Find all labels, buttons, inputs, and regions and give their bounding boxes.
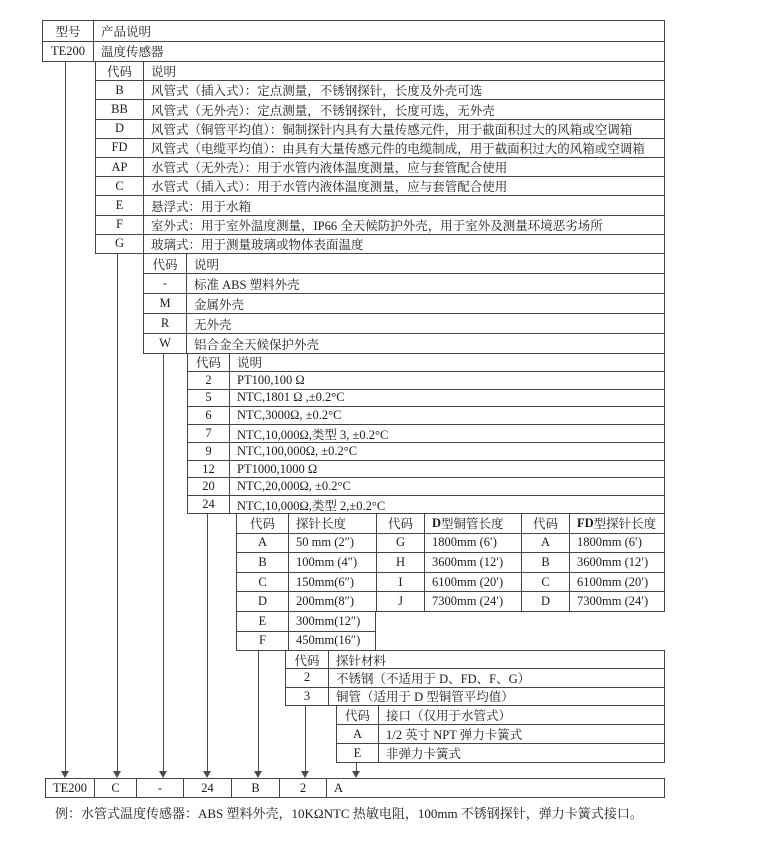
connector-line-length xyxy=(258,651,259,771)
value-cell: 100mm (4″) xyxy=(288,553,376,572)
connector-line-type xyxy=(117,254,118,771)
model-header-cell: 型号 xyxy=(55,24,81,39)
code-cell: B xyxy=(258,554,267,569)
value-cell: 6100mm (20′) xyxy=(424,573,521,592)
code-cell: C xyxy=(258,574,267,589)
desc-header-cell: 说明 xyxy=(143,62,664,80)
table-row xyxy=(188,477,664,495)
table-row xyxy=(96,80,664,99)
code-cell: A xyxy=(257,535,268,550)
desc-cell: 风管式（电缆平均值）：由具有大量传感元件的电缆制成，用于截面积过大的风箱或空调箱 xyxy=(143,139,664,157)
desc-cell: PT100,100 Ω xyxy=(229,372,664,389)
arrow-down-icon xyxy=(352,771,360,778)
example-model-cell: TE200 xyxy=(52,780,88,795)
table-row xyxy=(188,460,664,478)
desc-cell: 悬浮式：用于水箱 xyxy=(143,196,664,214)
code-cell: 2 xyxy=(205,372,212,387)
table-header-row xyxy=(188,354,664,371)
desc-cell: 风管式（铜管平均值）：铜制探针内具有大量传感元件，用于截面积过大的风箱或空调箱 xyxy=(143,120,664,138)
code-cell: D xyxy=(521,592,569,611)
desc-cell: 无外壳 xyxy=(186,314,664,333)
desc-cell: 不锈钢（不适用于 D、FD、F、G） xyxy=(328,669,664,686)
desc-header-cell: 说明 xyxy=(186,254,664,273)
table-row xyxy=(237,572,664,592)
table-row xyxy=(144,273,664,293)
fitting-table xyxy=(336,705,665,763)
desc-cell: NTC,1801 Ω ,±0.2°C xyxy=(229,390,664,407)
desc-cell: 标准 ABS 塑料外壳 xyxy=(186,274,664,293)
table-row xyxy=(96,119,664,138)
desc-cell: 1/2 英寸 NPT 弹力卡簧式 xyxy=(378,725,664,743)
code-cell: B xyxy=(115,82,124,97)
connector-line-housing xyxy=(163,353,164,771)
code-cell: 2 xyxy=(303,670,311,685)
value-cell: 50 mm (2″) xyxy=(288,534,376,553)
desc-cell: NTC,10,000Ω,类型 3, ±0.2°C xyxy=(229,425,664,442)
value-cell: 1800mm (6′) xyxy=(569,534,664,553)
desc-cell: NTC,10,000Ω,类型 2,±0.2°C xyxy=(229,496,664,513)
code-cell: 7 xyxy=(205,426,212,441)
value-cell: 7300mm (24′) xyxy=(569,592,664,611)
table-row xyxy=(286,668,664,686)
table-row xyxy=(96,234,664,253)
code-cell: BB xyxy=(111,102,128,116)
arrow-down-icon xyxy=(159,771,167,778)
code-cell: C xyxy=(115,178,124,193)
connector-line-sensor xyxy=(207,514,208,771)
desc-header-cell: 接口（仅用于水管式） xyxy=(378,706,664,724)
code-cell: - xyxy=(162,276,168,290)
value-cell: 1800mm (6′) xyxy=(424,534,521,553)
code-cell: G xyxy=(376,534,424,553)
example-material-cell: 2 xyxy=(279,779,326,797)
desc-cell: 室外式：用于室外温度测量，IP66 全天候防护外壳，用于室外及测量环境恶劣场所 xyxy=(143,216,664,234)
table-header-row xyxy=(144,254,664,273)
code-cell: D xyxy=(257,594,268,609)
probe-length-header-cell: 探针长度 xyxy=(288,514,376,533)
connector-line-fitting xyxy=(356,763,357,771)
example-sensor-cell: 24 xyxy=(183,779,231,797)
code-cell: 24 xyxy=(202,497,215,512)
example-housing-cell: - xyxy=(136,779,183,797)
table-row xyxy=(188,389,664,407)
table-row xyxy=(188,424,664,442)
example-fitting-cell: A xyxy=(326,779,664,797)
example-note: 例：水管式温度传感器：ABS 塑料外壳，10KΩNTC 热敏电阻，100mm 不锈钢探针，弹力卡簧式接口。 xyxy=(55,806,643,821)
code-cell: 3 xyxy=(303,688,311,703)
code-cell: H xyxy=(376,553,424,572)
code-cell: J xyxy=(376,592,424,611)
connector-line-material xyxy=(305,706,306,771)
table-header-row xyxy=(237,514,664,533)
example-type-cell: C xyxy=(94,779,136,797)
code-cell: F xyxy=(259,633,266,648)
table-row xyxy=(43,41,664,62)
product-desc-header-cell: 产品说明 xyxy=(93,21,664,41)
code-header-cell: 代码 xyxy=(106,65,132,80)
desc-cell: 铝合金全天候保护外壳 xyxy=(186,334,664,353)
table-row xyxy=(96,176,664,195)
arrow-down-icon xyxy=(113,771,121,778)
table-header-row xyxy=(96,62,664,80)
code-cell: AP xyxy=(111,159,128,174)
desc-cell: 金属外壳 xyxy=(186,294,664,313)
value-cell: 450mm(16″) xyxy=(288,632,375,651)
table-row xyxy=(337,724,664,743)
table-row xyxy=(144,293,664,313)
length-table-extra xyxy=(236,611,376,651)
example-code-row xyxy=(45,778,665,798)
model-table xyxy=(42,20,665,62)
code-cell: M xyxy=(159,296,171,310)
value-cell: 200mm(8″) xyxy=(288,592,376,611)
length-table xyxy=(236,513,665,612)
code-cell: I xyxy=(376,573,424,592)
arrow-down-icon xyxy=(61,771,69,778)
code-cell: A xyxy=(352,726,363,741)
model-desc-cell: 温度传感器 xyxy=(93,42,664,62)
desc-cell: PT1000,1000 Ω xyxy=(229,461,664,478)
code-cell: F xyxy=(116,217,123,232)
code-header-cell: 代码 xyxy=(195,356,221,371)
table-row xyxy=(286,687,664,705)
value-cell: 150mm(6″) xyxy=(288,573,376,592)
code-cell: 6 xyxy=(205,408,212,423)
model-code-cell: TE200 xyxy=(50,43,86,58)
table-row xyxy=(96,138,664,157)
table-row xyxy=(237,591,664,611)
fd-length-header-cell: FD 型探针长度 xyxy=(569,514,664,533)
desc-cell: NTC,100,000Ω, ±0.2°C xyxy=(229,443,664,460)
arrow-down-icon xyxy=(254,771,262,778)
type-table xyxy=(95,61,665,254)
desc-cell: 水管式（插入式）：用于水管内液体温度测量，应与套管配合使用 xyxy=(143,177,664,195)
code-header-cell: 代码 xyxy=(294,653,320,668)
table-row xyxy=(237,533,664,553)
code-cell: D xyxy=(114,121,125,136)
value-cell: 3600mm (12′) xyxy=(424,553,521,572)
table-row xyxy=(46,779,664,797)
code-cell: 12 xyxy=(202,461,215,476)
code-cell: FD xyxy=(111,140,128,155)
table-row xyxy=(237,631,375,651)
table-row xyxy=(237,612,375,631)
code-cell: R xyxy=(160,316,170,330)
value-cell: 300mm(12″) xyxy=(288,612,375,631)
code-cell: C xyxy=(521,573,569,592)
code-cell: 20 xyxy=(202,479,215,494)
code-cell: E xyxy=(258,613,267,628)
code-cell: E xyxy=(353,745,362,760)
table-row xyxy=(96,99,664,118)
table-header-row xyxy=(337,706,664,724)
value-cell: 6100mm (20′) xyxy=(569,573,664,592)
desc-header-cell: 说明 xyxy=(229,354,664,371)
code-cell: 5 xyxy=(205,390,212,405)
code-cell: E xyxy=(115,198,124,213)
value-cell: 7300mm (24′) xyxy=(424,592,521,611)
connector-line-model xyxy=(65,62,66,771)
arrow-down-icon xyxy=(203,771,211,778)
code-header-cell: 代码 xyxy=(521,514,569,533)
desc-cell: 风管式（无外壳）：定点测量，不锈钢探针，长度可选，无外壳 xyxy=(143,100,664,118)
table-row xyxy=(188,442,664,460)
code-cell: W xyxy=(159,336,171,350)
code-cell: B xyxy=(521,553,569,572)
table-row xyxy=(96,195,664,214)
table-row xyxy=(237,552,664,572)
sensor-table xyxy=(187,353,665,514)
code-header-cell: 代码 xyxy=(344,709,370,723)
value-cell: 3600mm (12′) xyxy=(569,553,664,572)
desc-cell: NTC,3000Ω, ±0.2°C xyxy=(229,407,664,424)
example-length-cell: B xyxy=(231,779,279,797)
code-header-cell: 代码 xyxy=(376,514,424,533)
code-cell: 9 xyxy=(205,443,212,458)
code-header-cell: 代码 xyxy=(152,257,178,272)
desc-cell: 风管式（插入式）：定点测量，不锈钢探针，长度及外壳可选 xyxy=(143,81,664,99)
code-cell: G xyxy=(114,236,125,251)
table-row xyxy=(188,406,664,424)
desc-cell: 铜管（适用于 D 型铜管平均值） xyxy=(328,688,664,705)
material-table xyxy=(285,650,665,706)
housing-table xyxy=(143,253,665,354)
table-row xyxy=(188,495,664,513)
desc-cell: 非弹力卡簧式 xyxy=(378,744,664,762)
table-header-row xyxy=(286,651,664,668)
table-row xyxy=(144,333,664,353)
table-row xyxy=(337,743,664,762)
d-length-header-cell: D 型铜管长度 xyxy=(424,514,521,533)
table-row xyxy=(188,371,664,389)
table-row xyxy=(96,157,664,176)
desc-header-cell: 探针材料 xyxy=(328,651,664,668)
code-cell: A xyxy=(521,534,569,553)
table-row xyxy=(96,215,664,234)
code-header-cell: 代码 xyxy=(249,517,275,532)
table-row xyxy=(144,313,664,333)
desc-cell: 水管式（无外壳）：用于水管内液体温度测量，应与套管配合使用 xyxy=(143,158,664,176)
desc-cell: 玻璃式：用于测量玻璃或物体表面温度 xyxy=(143,235,664,253)
desc-cell: NTC,20,000Ω, ±0.2°C xyxy=(229,478,664,495)
table-row xyxy=(43,21,664,41)
arrow-down-icon xyxy=(301,771,309,778)
